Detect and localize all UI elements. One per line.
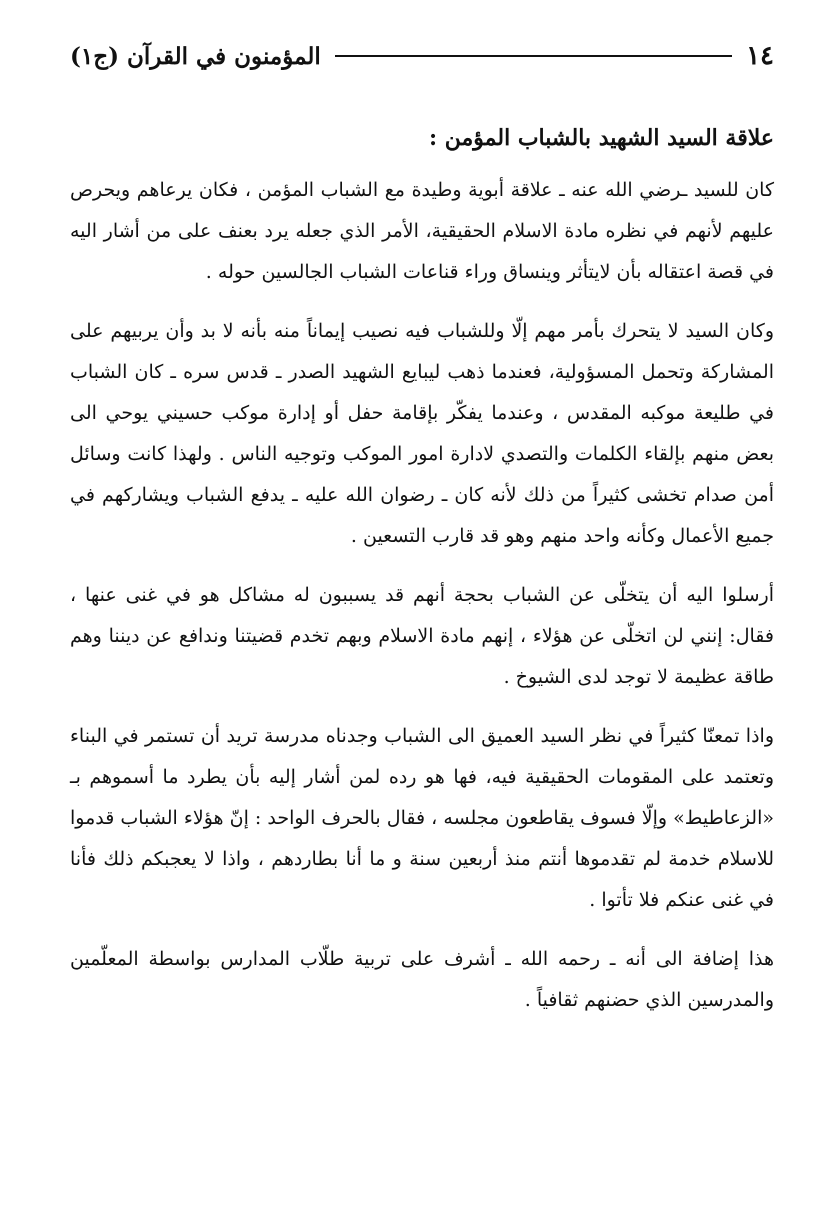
paragraph-4: واذا تمعنّا كثيراً في نظر السيد العميق الى الشباب وجدناه مدرسة تريد أن تستمر في البناء وتعتمد على المقومات الحقيقية فيه، فها هو رده لمن أشار إليه بأن يطرد ما أسموهم بـ «الزعاطيط» وإلّا فسوف يقاطعون مجلسه ، فقال بالحرف الواحد : إنّ هؤلاء الشباب قدموا للاسلام خدمة لم تقدموها أنتم منذ أربعين سنة و ما أنا بطاردهم ، واذا لا يعجبكم ذلك فأنا في غنى عنكم فلا تأتوا . xyxy=(70,725,774,911)
header-rule xyxy=(335,55,732,57)
running-title: المؤمنون في القرآن (ج١) xyxy=(70,42,321,70)
paragraph-1: كان للسيد ـرضي الله عنه ـ علاقة أبوية وطيدة مع الشباب المؤمن ، فكان يرعاهم ويحرص عليهم لأنهم في نظره مادة الاسلام الحقيقية، الأمر الذي جعله يرد بعنف على من أشار اليه في قصة اعتقاله بأن لايتأثر وينساق وراء قناعات الشباب الجالسين حوله . xyxy=(70,179,774,283)
section-heading: علاقة السيد الشهيد بالشباب المؤمن : xyxy=(428,125,774,151)
paragraph-3: أرسلوا اليه أن يتخلّى عن الشباب بحجة أنهم قد يسببون له مشاكل هو في غنى عنها ، فقال: إنني لن اتخلّى عن هؤلاء ، إنهم مادة الاسلام وبهم تخدم قضيتنا وندافع عن ديننا وهم طاقة عظيمة لا توجد لدى الشيوخ . xyxy=(70,584,774,688)
paragraph-5: هذا إضافة الى أنه ـ رحمه الله ـ أشرف على تربية طلّاب المدارس بواسطة المعلّمين والمدرسين الذي حضنهم ثقافياً . xyxy=(70,948,774,1011)
page-number: ١٤ xyxy=(746,41,774,71)
paragraph-2: وكان السيد لا يتحرك بأمر مهم إلّا وللشباب فيه نصيب إيماناً منه بأنه لا بد وأن يربيهم على المشاركة وتحمل المسؤولية، فعندما ذهب ليبايع الشهيد الصدر ـ قدس سره ـ كان الشباب في طليعة موكبه المقدس ، وعندما يفكّر بإقامة حفل أو إدارة موكب حسيني يوحي الى بعض منهم بإلقاء الكلمات والتصدي لادارة امور الموكب وتوجيه الناس . ولهذا كانت وسائل أمن صدام تخشى كثيراً من ذلك لأنه كان ـ رضوان الله عليه ـ يدفع الشباب ويشاركهم في جميع الأعمال وكأنه واحد منهم وهو قد قارب التسعين . xyxy=(70,320,774,547)
page-header xyxy=(70,34,774,78)
